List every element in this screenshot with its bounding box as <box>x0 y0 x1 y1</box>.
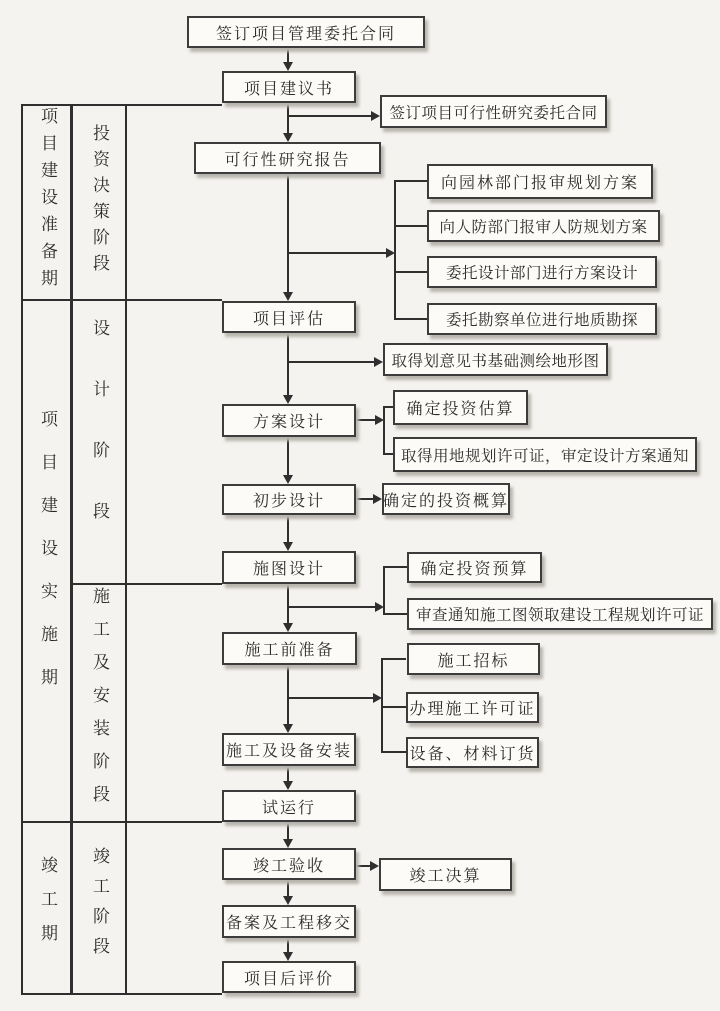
connector-line <box>288 361 374 363</box>
arrow-right-icon <box>373 693 382 703</box>
table-border-bottom <box>21 993 222 995</box>
connector-line <box>356 498 373 500</box>
bracket-line <box>394 318 427 320</box>
side-node-equipment-material-order: 设备、材料订货 <box>406 737 539 768</box>
side-node-land-permit-scheme-notice: 取得用地规划许可证，审定设计方案通知 <box>393 437 697 472</box>
side-node-construction-bidding: 施工招标 <box>407 643 540 675</box>
connector-line <box>287 333 289 395</box>
arrow-down-icon <box>283 896 293 905</box>
connector-line <box>288 252 386 254</box>
stage-label-construction-install: 施工及安装阶段 <box>89 586 109 818</box>
period-label-implementation: 项目建设实施期 <box>37 409 57 711</box>
arrow-right-icon <box>371 111 380 121</box>
arrow-right-icon <box>375 415 384 425</box>
stage-label-completion: 竣工阶段 <box>89 847 109 967</box>
side-node-investment-estimate: 确定投资估算 <box>393 390 528 425</box>
connector-line <box>287 938 289 952</box>
connector-line <box>288 697 373 699</box>
arrow-down-icon <box>283 839 293 848</box>
node-post-evaluation: 项目后评价 <box>222 961 356 993</box>
connector-line <box>287 48 289 62</box>
node-construction-equipment-install: 施工及设备安装 <box>222 733 356 766</box>
table-border-right <box>125 105 127 995</box>
arrow-down-icon <box>283 475 293 484</box>
arrow-down-icon <box>283 542 293 551</box>
connector-line <box>287 880 289 896</box>
arrow-down-icon <box>283 395 293 404</box>
side-node-obtain-plan-opinion-topo-map: 取得划意见书基础测绘地形图 <box>383 343 608 376</box>
connector-line <box>288 606 375 608</box>
connector-line <box>287 174 289 292</box>
arrow-down-icon <box>283 62 293 71</box>
node-pre-construction-prep: 施工前准备 <box>222 632 357 665</box>
arrow-right-icon <box>370 861 379 871</box>
side-node-investment-budget: 确定投资预算 <box>407 552 542 583</box>
side-node-civil-defense-plan: 向人防部门报审人防规划方案 <box>427 210 660 242</box>
side-node-entrust-scheme-design: 委托设计部门进行方案设计 <box>427 256 657 288</box>
connector-line <box>287 515 289 542</box>
bracket-line <box>381 751 406 753</box>
node-scheme-design: 方案设计 <box>222 404 356 437</box>
stage-label-design: 设计阶段 <box>89 319 109 563</box>
bracket-line <box>383 406 393 408</box>
bracket-line <box>381 658 406 660</box>
connector-line <box>288 115 371 117</box>
arrow-down-icon <box>283 292 293 301</box>
connector-line <box>356 865 370 867</box>
connector-line <box>287 584 289 623</box>
connector-line <box>287 437 289 475</box>
connector-line <box>287 822 289 839</box>
node-completion-acceptance: 竣工验收 <box>222 848 356 880</box>
bracket-line <box>394 225 427 227</box>
period-label-preparation: 项目建设准备期 <box>37 107 57 296</box>
node-trial-run: 试运行 <box>222 790 356 822</box>
arrow-right-icon <box>374 357 383 367</box>
connector-line <box>287 665 289 724</box>
connector-line <box>287 103 289 133</box>
arrow-down-icon <box>283 781 293 790</box>
node-project-evaluation: 项目评估 <box>222 301 356 333</box>
node-feasibility-report: 可行性研究报告 <box>194 142 381 174</box>
connector-line <box>287 766 289 781</box>
node-filing-handover: 备案及工程移交 <box>222 905 356 938</box>
node-preliminary-design: 初步设计 <box>222 484 356 515</box>
arrow-down-icon <box>283 133 293 142</box>
bracket-line <box>394 180 427 182</box>
side-node-drawing-review-planning-permit: 审查通知施工图领取建设工程规划许可证 <box>407 598 713 630</box>
stage-label-investment-decision: 投资决策阶段 <box>89 123 109 280</box>
node-construction-drawing-design: 施图设计 <box>222 551 356 584</box>
node-sign-pm-contract: 签订项目管理委托合同 <box>187 16 425 48</box>
bracket-line <box>394 271 427 273</box>
bracket-line <box>383 453 393 455</box>
side-node-completion-settlement: 竣工决算 <box>379 858 512 891</box>
arrow-right-icon <box>373 494 382 504</box>
bracket-line <box>383 566 407 568</box>
bracket-line <box>383 613 407 615</box>
side-node-investment-rough-budget: 确定的投资概算 <box>382 483 510 515</box>
bracket-line <box>381 706 406 708</box>
connector-line <box>356 419 375 421</box>
side-node-landscape-dept-plan: 向园林部门报审规划方案 <box>427 164 653 199</box>
period-label-completion: 竣工期 <box>37 856 57 958</box>
side-node-construction-permit: 办理施工许可证 <box>406 692 539 723</box>
arrow-down-icon <box>283 724 293 733</box>
arrow-down-icon <box>283 952 293 961</box>
arrow-right-icon <box>386 248 395 258</box>
node-project-proposal: 项目建议书 <box>222 71 356 103</box>
side-node-entrust-geological-survey: 委托勘察单位进行地质勘探 <box>427 303 657 335</box>
side-node-feasibility-entrust-contract: 签订项目可行性研究委托合同 <box>380 95 607 128</box>
arrow-down-icon <box>283 623 293 632</box>
arrow-right-icon <box>375 602 384 612</box>
